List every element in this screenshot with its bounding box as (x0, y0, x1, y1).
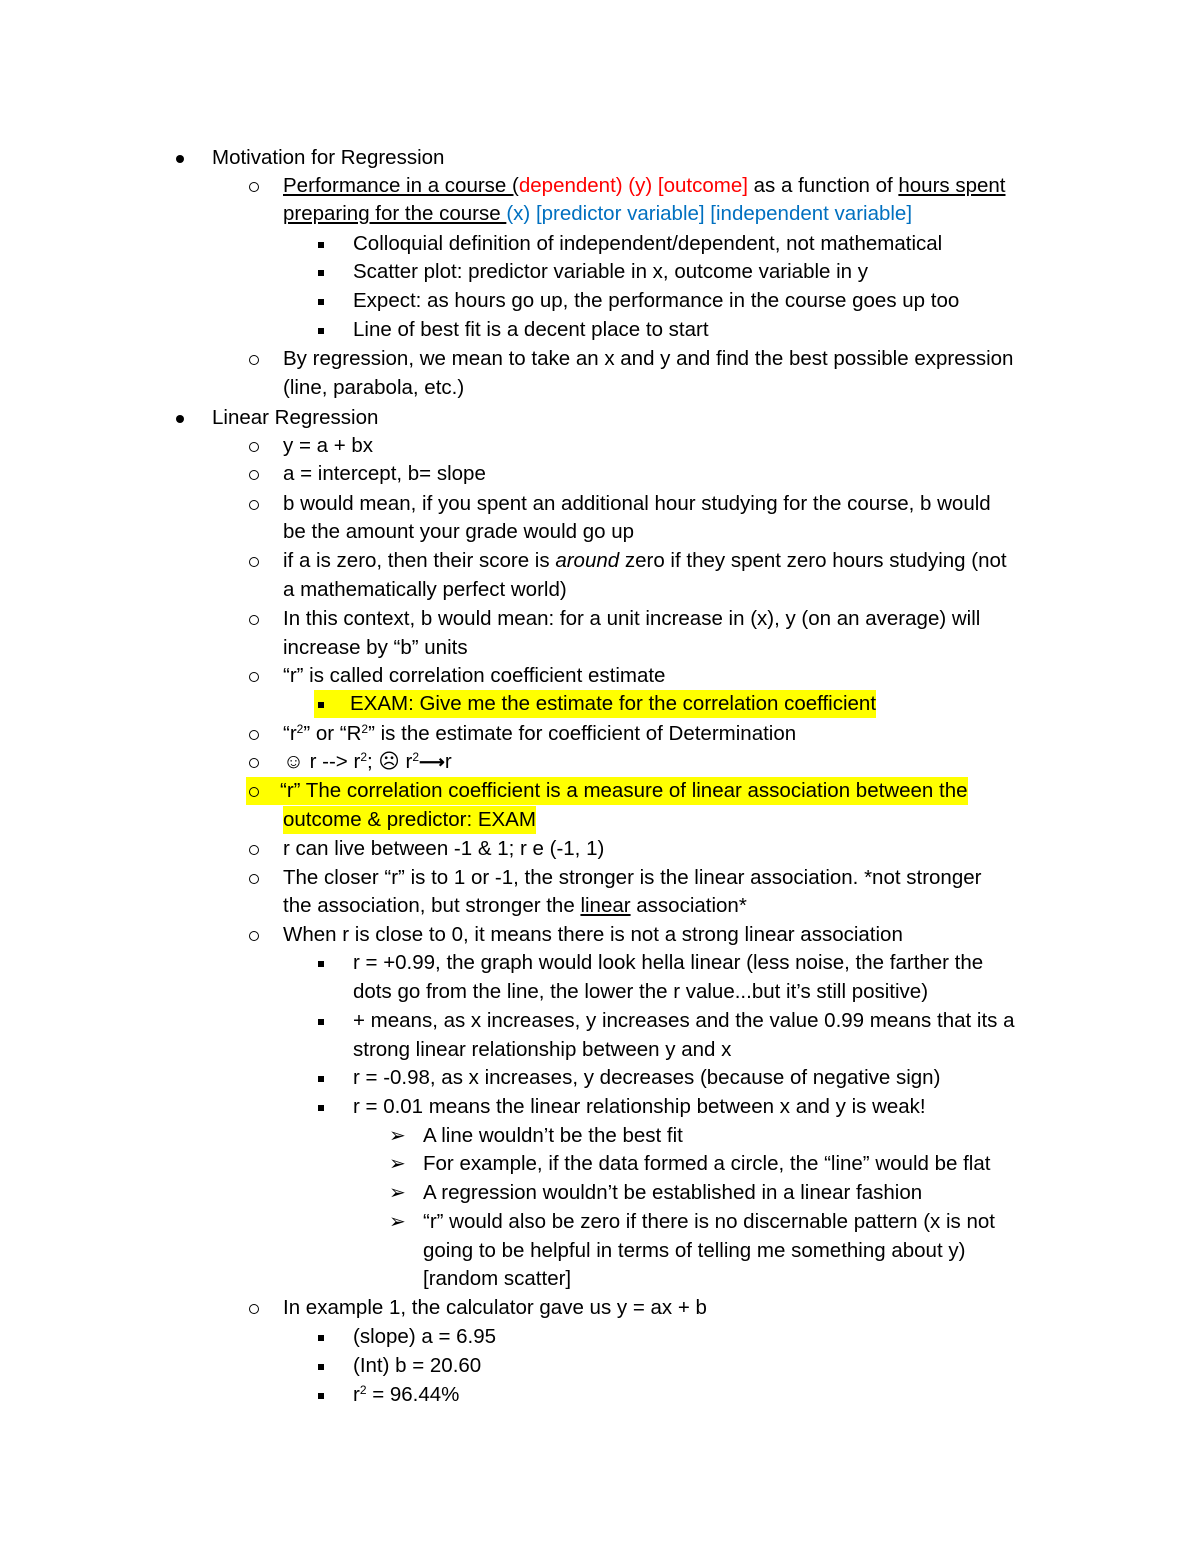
text-span: ; (367, 750, 379, 773)
bullet-circle-icon (249, 864, 259, 892)
bullet-circle-icon (249, 787, 259, 797)
heading-motivation: Motivation for Regression (212, 146, 445, 169)
linear-item-6: “r” is called correlation coefficient estimate (283, 664, 666, 687)
arrow-item-4-line-1: “r” would also be zero if there is no discernable pattern (x is not (423, 1210, 995, 1233)
exam-note-text: EXAM: Give me the estimate for the correlation coefficient (350, 692, 877, 715)
superscript: 2 (361, 722, 369, 736)
superscript: 2 (296, 722, 304, 736)
r-negative: r = -0.98, as x increases, y decreases (because of negative sign) (353, 1066, 941, 1089)
bullet-square-icon (318, 287, 324, 315)
text-span: “r (283, 722, 297, 745)
text-span: ) (615, 174, 629, 197)
text-span: r (353, 1383, 360, 1406)
bullet-square-icon (318, 1064, 324, 1092)
bullet-circle-icon (249, 835, 259, 863)
arrow-item-4-line-3: [random scatter] (423, 1267, 572, 1290)
motivation-item-2-line-2: (line, parabola, etc.) (283, 376, 465, 399)
arrow-item-2: For example, if the data formed a circle, the “line” would be flat (423, 1152, 991, 1175)
text-span: ( (512, 174, 519, 197)
linear-item-7 (283, 720, 796, 748)
bullet-circle-icon (249, 490, 259, 518)
arrow-item-4-line-2: going to be helpful in terms of telling me something about y) (423, 1239, 966, 1262)
text-span: ” or “R (303, 722, 362, 745)
arrow-bullet-icon: ➢ (389, 1211, 406, 1233)
exam-highlight-2-line-2: outcome & predictor: EXAM (283, 806, 536, 834)
motivation-sub-4: Line of best fit is a decent place to start (353, 318, 709, 341)
r-positive-line-2: dots go from the line, the lower the r value...but it’s still positive) (353, 980, 929, 1003)
bullet-square-icon (318, 1323, 324, 1351)
bullet-circle-icon (249, 1294, 259, 1322)
linear-item-4-line-2: a mathematically perfect world) (283, 578, 567, 601)
hours-spent-text: hours spent (898, 174, 1006, 197)
smiley-face-icon: ☺ (283, 750, 304, 773)
text-span: r (444, 750, 452, 773)
dependent-label: dependent (518, 174, 616, 197)
bullet-circle-icon (249, 748, 259, 776)
motivation-sub-3: Expect: as hours go up, the performance in the course goes up too (353, 289, 960, 312)
motivation-item-1-line-1 (283, 172, 1006, 200)
motivation-sub-1: Colloquial definition of independent/dependent, not mathematical (353, 232, 943, 255)
motivation-sub-2: Scatter plot: predictor variable in x, outcome variable in y (353, 260, 869, 283)
linear-item-13: In example 1, the calculator gave us y = ax + b (283, 1296, 707, 1319)
correlation-definition-text: “r” The correlation coefficient is a measure of linear association between the (280, 779, 968, 802)
linear-item-1: y = a + bx (283, 434, 374, 457)
bullet-circle-icon (249, 547, 259, 575)
bullet-circle-icon (249, 605, 259, 633)
exam-highlight-1 (314, 690, 876, 718)
bullet-dot-icon (176, 144, 184, 172)
motivation-item-2-line-1: By regression, we mean to take an x and y and find the best possible expression (283, 347, 1014, 370)
motivation-item-1-line-2 (283, 200, 912, 228)
outcome-label: [outcome] (657, 174, 748, 197)
text-span: zero if they spent zero hours studying (not (619, 549, 1007, 572)
intercept-value: (Int) b = 20.60 (353, 1354, 482, 1377)
linear-underlined-text: linear (580, 894, 631, 917)
linear-item-5-line-2: increase by “b” units (283, 636, 468, 659)
bullet-square-icon (318, 1093, 324, 1121)
plus-means-line-2: strong linear relationship between y and x (353, 1038, 732, 1061)
text-span: if a is zero, then their score is (283, 549, 556, 572)
bullet-circle-icon (249, 172, 259, 200)
linear-item-10: r can live between -1 & 1; r e (-1, 1) (283, 837, 605, 860)
linear-item-3-line-1: b would mean, if you spent an additional hour studying for the course, b would (283, 492, 991, 515)
bullet-circle-icon (249, 460, 259, 488)
bullet-circle-icon (249, 432, 259, 460)
heading-linear-regression: Linear Regression (212, 406, 379, 429)
bullet-square-icon (318, 258, 324, 286)
text-span: = 96.44% (366, 1383, 460, 1406)
text-span: r --> r (303, 750, 361, 773)
frowny-face-icon: ☹ (378, 750, 400, 773)
bullet-circle-icon (249, 720, 259, 748)
bullet-dot-icon (176, 404, 184, 432)
text-span: ” is the estimate for coefficient of Determination (368, 722, 797, 745)
bullet-square-icon (318, 1007, 324, 1035)
linear-item-4-line-1 (283, 547, 1007, 575)
arrow-bullet-icon: ➢ (389, 1125, 406, 1147)
bullet-square-icon (318, 949, 324, 977)
text-span: r (399, 750, 413, 773)
linear-item-11-line-1: The closer “r” is to 1 or -1, the stronger is the linear association. *not stronger (283, 866, 982, 889)
r-squared-value (353, 1381, 459, 1409)
linear-item-11-line-2 (283, 892, 747, 920)
r-weak: r = 0.01 means the linear relationship between x and y is weak! (353, 1095, 926, 1118)
superscript: 2 (412, 750, 419, 764)
long-arrow-icon: ⟶ (419, 752, 445, 772)
bullet-square-icon (318, 316, 324, 344)
text-span: preparing for the course (283, 202, 507, 225)
superscript: 2 (360, 750, 367, 764)
arrow-bullet-icon: ➢ (389, 1182, 406, 1204)
bullet-square-icon (318, 702, 324, 708)
predictor-labels: (x) [predictor variable] [independent variable] (506, 202, 913, 225)
bullet-square-icon (318, 1352, 324, 1380)
linear-item-8 (283, 748, 452, 776)
bullet-square-icon (318, 230, 324, 258)
around-text: around (555, 549, 620, 572)
text-span: Performance in a course (283, 174, 513, 197)
plus-means-line-1: + means, as x increases, y increases and the value 0.99 means that its a (353, 1009, 1015, 1032)
arrow-bullet-icon: ➢ (389, 1153, 406, 1175)
text-span: as a function of (747, 174, 899, 197)
bullet-square-icon (318, 1381, 324, 1409)
text-span: the association, but stronger the (283, 894, 581, 917)
r-positive-line-1: r = +0.99, the graph would look hella linear (less noise, the farther the (353, 951, 984, 974)
text-span: association* (630, 894, 747, 917)
arrow-item-1: A line wouldn’t be the best fit (423, 1124, 683, 1147)
linear-item-3-line-2: be the amount your grade would go up (283, 520, 635, 543)
bullet-circle-icon (249, 345, 259, 373)
exam-highlight-2-line-1 (246, 777, 968, 805)
linear-item-5-line-1: In this context, b would mean: for a unit increase in (x), y (on an average) will (283, 607, 981, 630)
arrow-item-3: A regression wouldn’t be established in a linear fashion (423, 1181, 923, 1204)
linear-item-12: When r is close to 0, it means there is not a strong linear association (283, 923, 903, 946)
linear-item-2: a = intercept, b= slope (283, 462, 486, 485)
bullet-circle-icon (249, 921, 259, 949)
superscript: 2 (359, 1383, 367, 1397)
slope-value: (slope) a = 6.95 (353, 1325, 497, 1348)
bullet-circle-icon (249, 662, 259, 690)
y-label: (y) (628, 174, 658, 197)
